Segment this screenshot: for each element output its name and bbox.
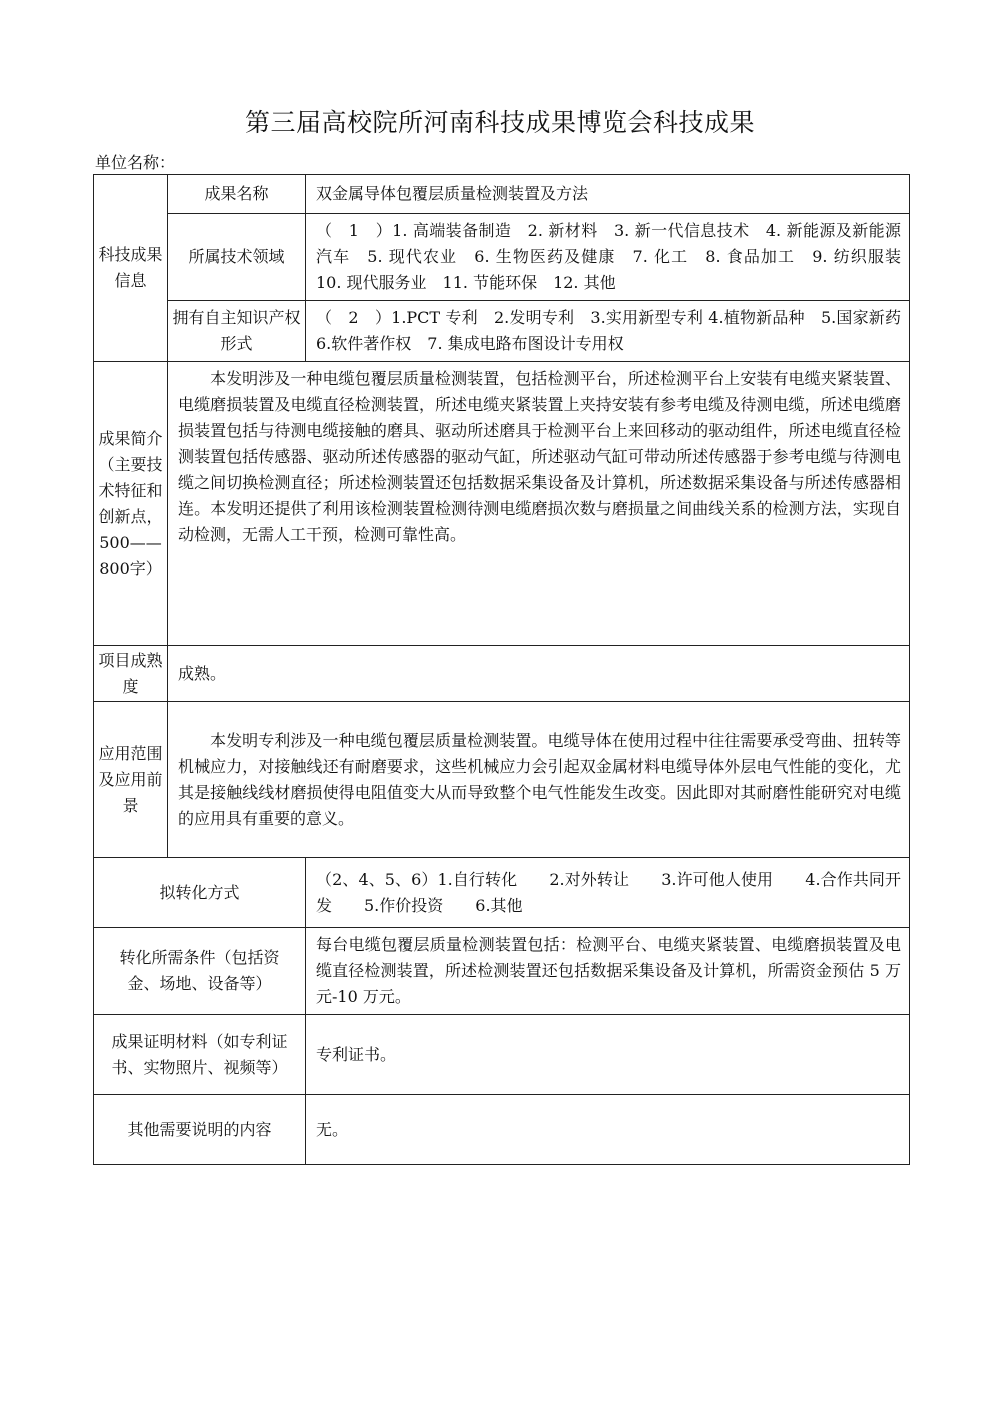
tech-field-value: （ 1 ）1. 高端装备制造 2. 新材料 3. 新一代信息技术 4. 新能源及新能源汽车 5. 现代农业 6. 生物医药及健康 7. 化工 8. 食品加工 9. 纺织服装 10. 现代服务业 11. 节能环保 12. 其他 (306, 214, 910, 301)
proof-value: 专利证书。 (306, 1015, 910, 1095)
proof-label: 成果证明材料（如专利证书、实物照片、视频等） (94, 1015, 306, 1095)
conditions-label: 转化所需条件（包括资金、场地、设备等） (94, 928, 306, 1015)
table-row (94, 214, 910, 301)
table-row (94, 362, 910, 646)
section-info-label: 科技成果信息 (94, 175, 168, 362)
conditions-value: 每台电缆包覆层质量检测装置包括：检测平台、电缆夹紧装置、电缆磨损装置及电缆直径检测装置，所述检测装置还包括数据采集设备及计算机，所需资金预估 5 万元-10 万元。 (306, 928, 910, 1015)
ip-form-value: （ 2 ）1.PCT 专利 2.发明专利 3.实用新型专利 4.植物新品种 5.国家新药 6.软件著作权 7. 集成电路布图设计专用权 (306, 301, 910, 362)
other-value: 无。 (306, 1095, 910, 1165)
table-row (94, 1015, 910, 1095)
document-title: 第三届高校院所河南科技成果博览会科技成果 (244, 108, 755, 137)
unit-name-label: 单位名称： (95, 153, 176, 172)
achievement-name-value: 双金属导体包覆层质量检测装置及方法 (306, 175, 910, 214)
transfer-mode-value: （2、4、5、6）1.自行转化 2.对外转让 3.许可他人使用 4.合作共同开发 5.作价投资 6.其他 (306, 858, 910, 928)
tech-field-label: 所属技术领域 (168, 214, 306, 301)
table-row (94, 175, 910, 214)
transfer-mode-label: 拟转化方式 (94, 858, 306, 928)
table-row (94, 1095, 910, 1165)
ip-form-label: 拥有自主知识产权形式 (168, 301, 306, 362)
table-row (94, 301, 910, 362)
table-row (94, 646, 910, 702)
application-text: 本发明专利涉及一种电缆包覆层质量检测装置。电缆导体在使用过程中往往需要承受弯曲、扭转等机械应力，对接触线还有耐磨要求，这些机械应力会引起双金属材料电缆导体外层电气性能的变化，尤其是接触线线材磨损使得电阻值变大从而导致整个电气性能发生改变。因此即对其耐磨性能研究对电缆的应用具有重要的意义。 (168, 702, 910, 858)
maturity-value: 成熟。 (168, 646, 910, 702)
application-label: 应用范围及应用前景 (94, 702, 168, 858)
table-row (94, 702, 910, 858)
summary-label: 成果简介（主要技术特征和创新点，500——800字） (94, 362, 168, 646)
table-row (94, 928, 910, 1015)
table-row (94, 858, 910, 928)
maturity-label: 项目成熟度 (94, 646, 168, 702)
achievement-name-label: 成果名称 (168, 175, 306, 214)
achievement-form-table (93, 174, 923, 1165)
summary-text: 本发明涉及一种电缆包覆层质量检测装置，包括检测平台，所述检测平台上安装有电缆夹紧装置、电缆磨损装置及电缆直径检测装置，所述电缆夹紧装置上夹持安装有参考电缆及待测电缆，所述电缆磨损装置包括与待测电缆接触的磨具、驱动所述磨具于检测平台上来回移动的驱动组件，所述电缆直径检测装置包括传感器、驱动所述传感器的驱动气缸，所述驱动气缸可带动所述传感器于参考电缆与待测电缆之间切换检测直径；所述检测装置还包括数据采集设备及计算机，所述数据采集设备与所述传感器相连。本发明还提供了利用该检测装置检测待测电缆磨损次数与磨损量之间曲线关系的检测方法，实现自动检测，无需人工干预，检测可靠性高。 (168, 362, 910, 646)
other-label: 其他需要说明的内容 (94, 1095, 306, 1165)
